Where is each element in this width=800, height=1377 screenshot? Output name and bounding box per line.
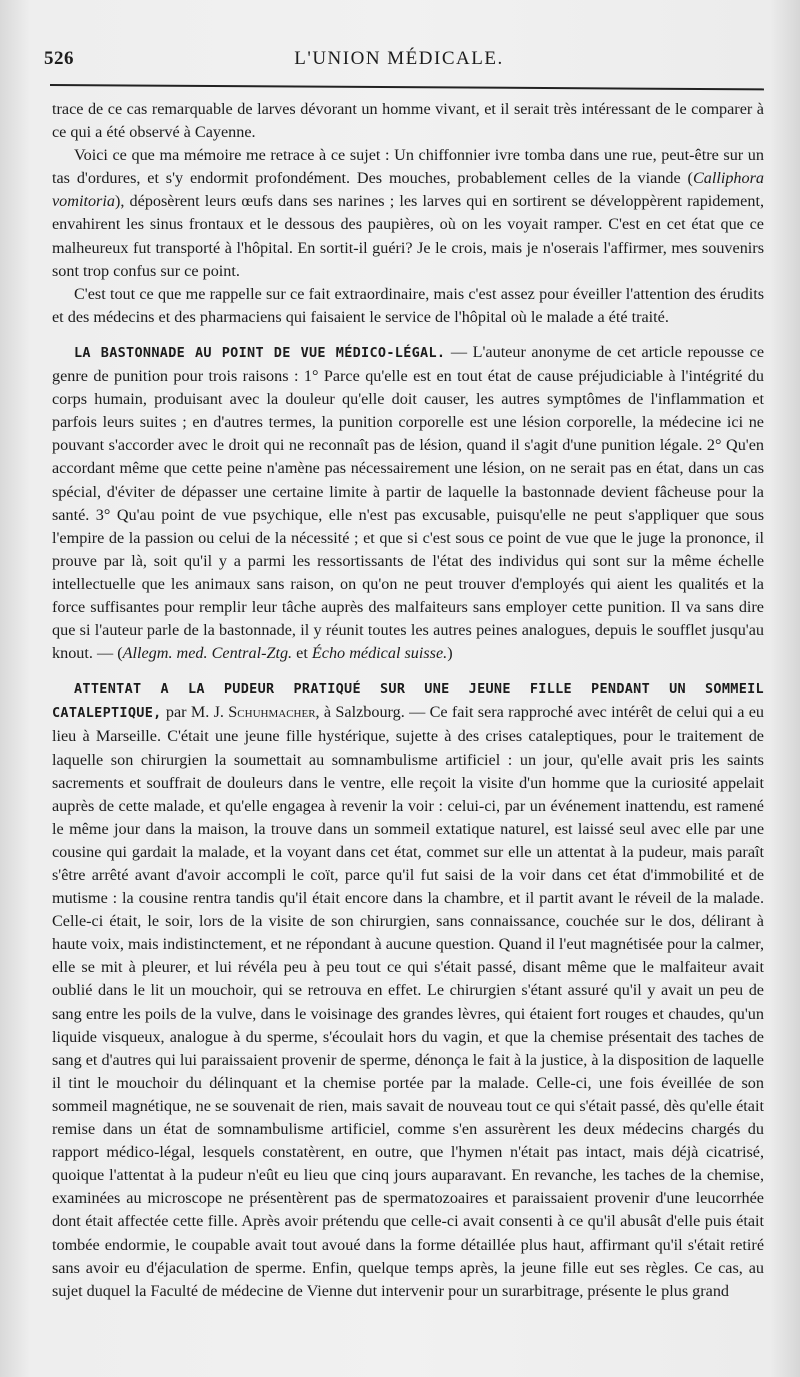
section-gap (52, 665, 764, 677)
paragraph-continuation: trace de ce cas remarquable de larves dévorant un homme vivant, et il serait très intéressant de le comparer à ce qui a été observé à Cayenne. (52, 100, 764, 142)
source-citation: Allegm. med. Central-Ztg. (122, 644, 293, 663)
running-title: L'UNION MÉDICALE. (294, 48, 504, 69)
section-gap (52, 329, 764, 341)
section-attentat: ATTENTAT A LA PUDEUR PRATIQUÉ SUR UNE JEUNE FILLE PENDANT UN SOMMEIL CATALEPTIQUE, par M. J. Schuhmacher, à Salzbourg. — Ce fait sera rapproché avec intérêt de celui qui a eu lieu à Marseille. C'était une jeune fille hystérique, sujette à des crises cataleptiques, pour le traitement de laquelle son chirurgien la soumettait au somnambulisme artificiel : un jour, qu'elle avait pris les saints sacrements et souffrait de douleurs dans le ventre, elle reçoit la visite d'un homme que la curiosité appelait auprès de cette malade, et qu'elle engagea à revenir la voir : celui-ci, par un événement inattendu, est ramené le même jour dans la maison, la trouve dans un sommeil extatique naturel, est laissé seul avec elle par une cousine qui gardait la malade, et la voyant dans cet état, commet sur elle un attentat à la pudeur, mais paraît s'être arrêté avant d'avoir accompli le coït, parce qu'il fut saisi de la voir dans cet état d'immobilité et de mutisme : la cousine rentra tandis qu'il était encore dans la chambre, et il partit avant le réveil de la malade. Celle-ci était, le soir, lors de la visite de son chirurgien, sans connaissance, couchée sur le dos, délirant à haute voix, mais indistinctement, et ne répondant à aucune question. Quand il l'eut magnétisée pour la calmer, elle se mit à pleurer, et lui révéla peu à peu tout ce qui s'était passé, disant même que le malfaiteur avait oublié dans le lit un mouchoir, qui se retrouva en effet. Le chirurgien s'étant assuré qu'il y avait un peu de sang entre les poils de la vulve, dans le voisinage des grandes lèvres, qui étaient fort rouges et chaudes, qu'un liquide visqueux, analogue à du sperme, s'écoulait hors du vagin, et que la chemise présentait des taches de sang et d'autres qui lui paraissaient provenir de sperme, dénonça le fait à la justice, à la disposition de laquelle il tint le mouchoir du délinquant et la chemise portée par la malade. Celle-ci, une fois éveillée de son sommeil magnétique, ne se souvenait de rien, mais savait de nouveau tout ce qui s'était passé, dès qu'elle était remise dans un état de somnambulisme artificiel, comme s'en assurèrent les deux médecins chargés du rapport médico-légal, lesquels constatèrent, en outre, que l'hymen n'était pas intact, mais déjà cicatrisé, quoique l'attentat à la pudeur n'eût eu lieu que cinq jours auparavant. En revanche, les taches de la chemise, examinées au microscope ne présentèrent pas de spermatozoaires et paraissaient provenir d'une leucorrhée dont était affectée cette fille. Après avoir prétendu que celle-ci avait consenti à ce qu'il abusât d'elle puis était tombée endormie, le coupable avait tout avoué dans la forme détaillée plus haut, affirmant qu'il s'était retiré sans avoir eu d'éjaculation de sperme. Enfin, quelque temps après, la jeune fille eut ses règles. Ce cas, au sujet duquel la Faculté de médecine de Vienne dut intervenir pour un surarbitrage, présente le plus grand (52, 681, 764, 1300)
header-rule (50, 84, 764, 90)
paragraph-conclusion: C'est tout ce que me rappelle sur ce fait extraordinaire, mais c'est assez pour éveiller l'attention des érudits et des médecins et des pharmaciens qui faisaient le service de l'hôpital où le malade a été traité. (52, 284, 764, 326)
section-heading-bastonnade: LA BASTONNADE AU POINT DE VUE MÉDICO-LÉGAL. (74, 344, 446, 361)
section-heading-attentat: ATTENTAT A LA PUDEUR PRATIQUÉ SUR UNE JEUNE FILLE PENDANT UN SOMMEIL CATALEPTIQUE, (52, 681, 764, 722)
author-name: Schuhmacher (228, 703, 316, 722)
page-number: 526 (44, 48, 74, 69)
source-citation: Écho médical suisse. (311, 644, 448, 663)
paragraph-memory: Voici ce que ma mémoire me retrace à ce sujet : Un chiffonnier ivre tomba dans une rue, peut-être sur un tas d'ordures, et s'y endormit profondément. Des mouches, probablement celles de la viande (Calliphora vomitoria), déposèrent leurs œufs dans ses narines ; les larves qui en sortirent se développèrent rapidement, envahirent les sinus frontaux et le dessous des paupières, où on les voyait ramper. C'est en cet état que ce malheureux fut transporté à l'hôpital. En sortit-il guéri? Je le crois, mais je n'oserais l'affirmer, mes souvenirs sont trop confus sur ce point. (52, 146, 764, 280)
species-name: Calliphora vomitoria (52, 169, 764, 211)
page-header (44, 48, 754, 78)
section-bastonnade: LA BASTONNADE AU POINT DE VUE MÉDICO-LÉGAL. — L'auteur anonyme de cet article repousse ce genre de punition pour trois raisons : 1° Parce qu'elle est en tout état de cause préjudiciable à l'intégrité du corps humain, produisant avec la douleur qu'elle doit causer, les autres symptômes de l'inflammation et parfois leurs suites ; en d'autres termes, la punition corporelle est une lésion corporelle, la médecine ici ne pouvant s'accorder avec le droit qui ne reconnaît pas de lésion, quand il s'agit d'une punition légale. 2° Qu'en accordant même que cette peine n'amène pas nécessairement une lésion, on ne serait pas en état, dans un cas spécial, d'éviter de dépasser une certaine limite à partir de laquelle la bastonnade devient fâcheuse pour la santé. 3° Qu'au point de vue psychique, elle n'est pas excusable, puisqu'elle ne peut s'appliquer que sous l'empire de la passion ou celui de la nécessité ; et que si c'est sous ce point de vue que le juge la prononce, il prouve par là, soit qu'il y a parmi les ressortissants de l'état des individus qui sont sur la même échelle intellectuelle que les animaux sans raison, on qu'on ne peut trouver d'employés qui aient les qualités et la force suffisantes pour remplir leur tâche auprès des malfaiteurs sans employer cette punition. Il va sans dire que si l'auteur parle de la bastonnade, il y réunit toutes les autres peines analogues, depuis le soufflet jusqu'au knout. — (Allegm. med. Central-Ztg. et Écho médical suisse.) (52, 342, 765, 663)
article-body (52, 98, 764, 1303)
